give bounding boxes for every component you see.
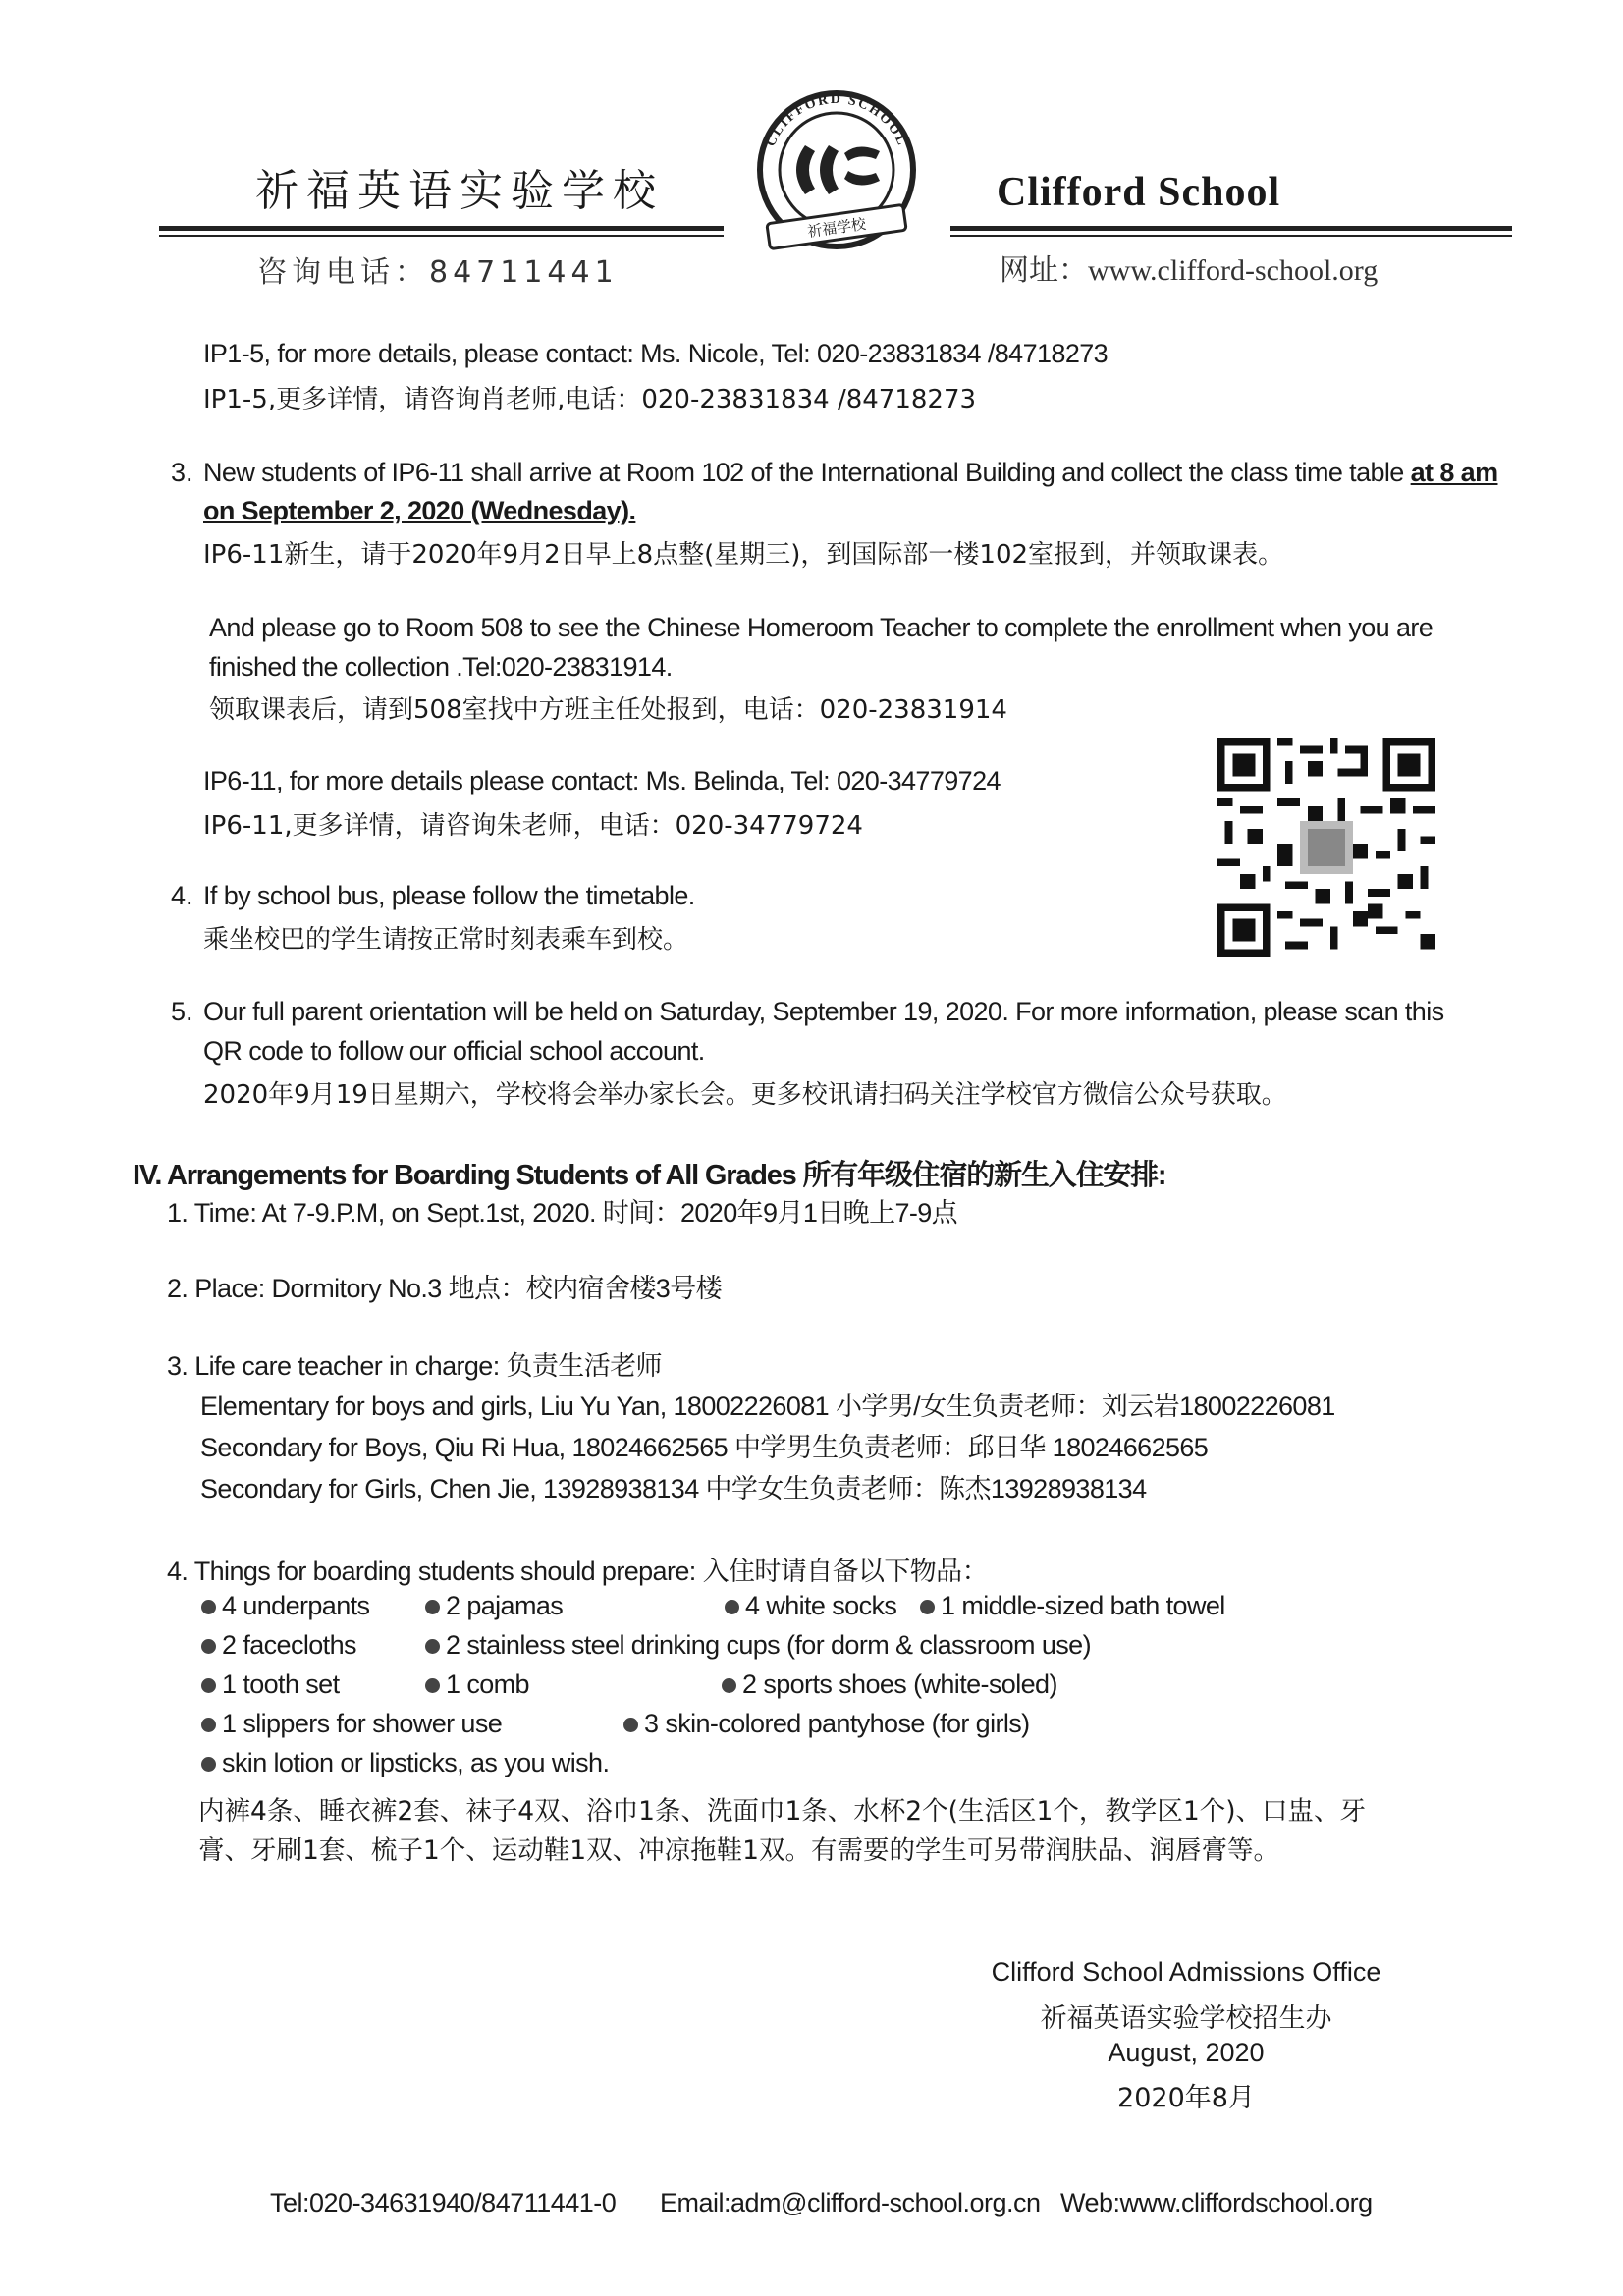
list-item: 4 white socks (725, 1591, 896, 1621)
boarding-place: 2. Place: Dormitory No.3 地点：校内宿舍楼3号楼 (167, 1274, 723, 1303)
item5-en-b: QR code to follow our official school account. (203, 1036, 705, 1066)
signature-date-cn: 2020年8月 (1117, 2083, 1255, 2113)
signature-office-cn: 祈福英语实验学校招生办 (1040, 2003, 1332, 2034)
bullet-icon (722, 1678, 736, 1693)
header-rule (159, 235, 724, 237)
bullet-icon (201, 1639, 216, 1654)
item-number: 5. (171, 997, 193, 1026)
list-item: 3 skin-colored pantyhose (for girls) (623, 1709, 1030, 1739)
list-item: 1 middle-sized bath towel (920, 1591, 1225, 1621)
item3-time-highlight: at 8 am (1410, 458, 1498, 487)
bullet-icon (425, 1639, 440, 1654)
prepare-heading: 4. Things for boarding students should prepare: 入住时请自备以下物品： (167, 1557, 988, 1586)
item-number: 3. (171, 458, 193, 487)
item5-en-a: Our full parent orientation will be held on Saturday, September 19, 2020. For more information, please scan this (203, 997, 1444, 1026)
ip15-contact-cn: IP1-5,更多详情，请咨询肖老师,电话：020-23831834 /84718273 (203, 385, 977, 414)
life-care-elementary: Elementary for boys and girls, Liu Yu Yan, 18002226081 小学男/女生负责老师：刘云岩18002226081 (200, 1392, 1335, 1421)
life-care-secondary-girls: Secondary for Girls, Chen Jie, 13928938134 中学女生负责老师：陈杰13928938134 (200, 1474, 1147, 1503)
bullet-icon (425, 1600, 440, 1614)
bullet-icon (201, 1718, 216, 1732)
header-rule (950, 226, 1512, 231)
item3-enroll-en-a: And please go to Room 508 to see the Chinese Homeroom Teacher to complete the enrollment when you are (209, 613, 1434, 642)
list-item: 2 stainless steel drinking cups (for dorm & classroom use) (425, 1630, 1091, 1661)
list-item: 1 comb (425, 1669, 529, 1700)
school-logo (729, 77, 945, 253)
qr-code (1217, 738, 1435, 957)
bullet-icon (201, 1600, 216, 1614)
ip15-contact-en: IP1-5, for more details, please contact: Ms. Nicole, Tel: 020-23831834 /84718273 (203, 339, 1109, 368)
list-item: skin lotion or lipsticks, as you wish. (201, 1748, 609, 1778)
header-rule (950, 235, 1512, 237)
footer-email: Email:adm@clifford-school.org.cn (660, 2188, 1041, 2217)
life-care-secondary-boys: Secondary for Boys, Qiu Ri Hua, 18024662565 中学男生负责老师：邱日华 18024662565 (200, 1433, 1209, 1462)
list-item: 2 pajamas (425, 1591, 563, 1621)
list-item: 1 tooth set (201, 1669, 340, 1700)
item4-cn: 乘坐校巴的学生请按正常时刻表乘车到校。 (203, 925, 689, 955)
bullet-icon (920, 1600, 935, 1614)
bullet-icon (623, 1718, 638, 1732)
footer-website: Web:www.cliffordschool.org (1060, 2188, 1373, 2217)
boarding-time: 1. Time: At 7-9.P.M, on Sept.1st, 2020. 时间：2020年9月1日晚上7-9点 (167, 1198, 958, 1228)
list-item: 1 slippers for shower use (201, 1709, 502, 1739)
header-phone: 咨询电话：84711441 (257, 255, 619, 290)
item4-en: If by school bus, please follow the timetable. (203, 881, 695, 910)
item3-text (203, 458, 1497, 488)
footer-phone: Tel:020-34631940/84711441-0 (270, 2188, 617, 2217)
item3-date-highlight: on September 2, 2020 (Wednesday). (203, 496, 636, 525)
header-website: 网址：www.clifford-school.org (1000, 254, 1379, 287)
list-item: 2 sports shoes (white-soled) (722, 1669, 1057, 1700)
bullet-icon (425, 1678, 440, 1693)
item3-enroll-cn: 领取课表后，请到508室找中方班主任处报到，电话：020-23831914 (209, 695, 1007, 725)
item-number: 4. (171, 881, 193, 910)
list-item: 2 facecloths (201, 1630, 356, 1661)
svg-text:CLIFFORD SCHOOL: CLIFFORD SCHOOL (763, 91, 910, 149)
signature-office-en: Clifford School Admissions Office (991, 1957, 1381, 1987)
bullet-icon (201, 1757, 216, 1772)
list-item: 4 underpants (201, 1591, 369, 1621)
prepare-list-cn-1: 内裤4条、睡衣裤2套、袜子4双、浴巾1条、洗面巾1条、水杯2个(生活区1个，教学区1个)、口盅、牙 (198, 1796, 1367, 1827)
item3-enroll-en-b: finished the collection .Tel:020-23831914. (209, 652, 673, 682)
school-name-en: Clifford School (997, 170, 1281, 215)
header-rule (159, 226, 724, 231)
svg-text:祈福学校: 祈福学校 (806, 214, 868, 242)
item3-text-a: New students of IP6-11 shall arrive at Room 102 of the International Building and collect the class time table (203, 458, 1404, 487)
life-care-heading: 3. Life care teacher in charge: 负责生活老师 (167, 1351, 662, 1381)
item5-cn: 2020年9月19日星期六，学校将会举办家长会。更多校讯请扫码关注学校官方微信公众号获取。 (203, 1080, 1287, 1110)
section-iv-title: IV. Arrangements for Boarding Students of All Grades 所有年级住宿的新生入住安排: (133, 1160, 1166, 1191)
item3-cn: IP6-11新生，请于2020年9月2日早上8点整(星期三)，到国际部一楼102室报到，并领取课表。 (203, 540, 1284, 570)
signature-date-en: August, 2020 (1108, 2038, 1265, 2067)
bullet-icon (201, 1678, 216, 1693)
ip611-contact-cn: IP6-11,更多详情，请咨询朱老师，电话：020-34779724 (203, 811, 863, 841)
prepare-list-cn-2: 膏、牙刷1套、梳子1个、运动鞋1双、冲凉拖鞋1双。有需要的学生可另带润肤品、润唇膏等。 (198, 1835, 1279, 1866)
ip611-contact-en: IP6-11, for more details please contact: Ms. Belinda, Tel: 020-34779724 (203, 766, 1001, 795)
school-name-cn: 祈福英语实验学校 (255, 166, 664, 216)
bullet-icon (725, 1600, 739, 1614)
